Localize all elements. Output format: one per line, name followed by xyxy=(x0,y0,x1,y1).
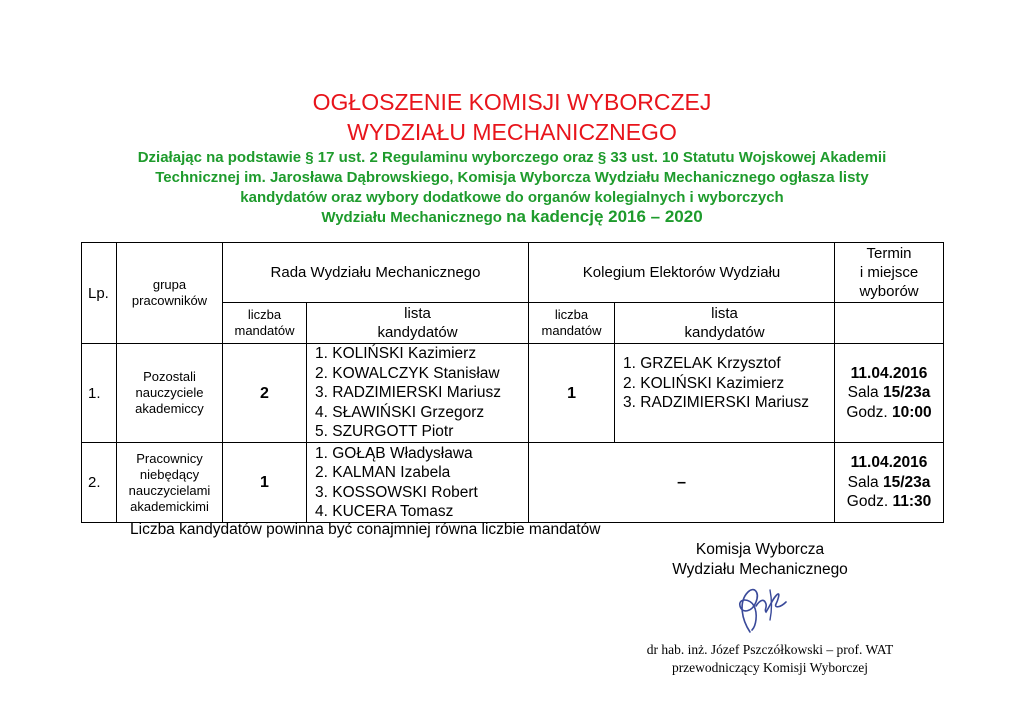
term-room: 15/23a xyxy=(882,384,931,402)
header-rada: Rada Wydziału Mechanicznego xyxy=(223,243,529,303)
term-date: 11.04.2016 xyxy=(850,364,928,382)
intro-line-3: kandydatów oraz wybory dodatkowe do organów kolegialnych i wyborczych xyxy=(240,189,784,206)
header-rada-seats: liczba mandatów xyxy=(223,303,307,344)
candidate: 4. KUCERA Tomasz xyxy=(315,503,454,520)
candidate: 4. SŁAWIŃSKI Grzegorz xyxy=(315,403,485,421)
row-kolegium-candidates xyxy=(615,344,835,443)
row-group: Pozostali nauczyciele akademiccy xyxy=(117,344,223,443)
header-term xyxy=(835,243,944,303)
row-term xyxy=(835,344,944,443)
candidate: 1. GOŁĄB Władysława xyxy=(315,444,473,462)
term-date: 11.04.2016 xyxy=(850,454,928,472)
header-list-line-1: lista xyxy=(404,305,431,322)
title-line-1: OGŁOSZENIE KOMISJI WYBORCZEJ xyxy=(312,89,712,115)
header-term-line-3: wyborów xyxy=(859,283,919,300)
header-list-line-1: lista xyxy=(711,305,738,322)
table-row xyxy=(82,344,944,443)
candidate: 3. KOSSOWSKI Robert xyxy=(315,483,478,501)
intro-line-1: Działając na podstawie § 17 ust. 2 Regulaminu wyborczego oraz § 33 ust. 10 Statutu Wojskowej Akademii xyxy=(137,149,887,166)
candidate: 3. RADZIMIERSKI Mariusz xyxy=(315,384,502,402)
candidate: 2. KOLIŃSKI Kazimierz xyxy=(623,374,785,392)
header-term-line-2: i miejsce xyxy=(859,264,919,281)
header-lp: Lp. xyxy=(82,243,117,344)
header-group: grupa pracowników xyxy=(117,243,223,344)
candidate: 5. SZURGOTT Piotr xyxy=(315,423,454,441)
header-kolegium: Kolegium Elektorów Wydziału xyxy=(529,243,835,303)
row-lp: 1. xyxy=(82,344,117,443)
row-kolegium-seats: 1 xyxy=(529,344,615,443)
candidates-table xyxy=(81,242,944,523)
candidate: 1. KOLIŃSKI Kazimierz xyxy=(315,345,477,363)
row-term xyxy=(835,443,944,523)
term-room: 15/23a xyxy=(882,473,931,491)
header-list-line-2: kandydatów xyxy=(377,324,458,341)
row-rada-candidates xyxy=(307,443,529,523)
note: Liczba kandydatów powinna być conajmniej równa liczbie mandatów xyxy=(130,521,601,538)
signature-icon xyxy=(720,580,790,636)
intro-line-4 xyxy=(60,207,964,228)
title-line-2: WYDZIAŁU MECHANICZNEGO xyxy=(347,119,677,145)
row-rada-seats: 2 xyxy=(223,344,307,443)
chair-name: dr hab. inż. Józef Pszczółkowski – prof. WAT xyxy=(646,642,894,657)
row-rada-seats: 1 xyxy=(223,443,307,523)
header-term-line-1: Termin xyxy=(866,245,912,262)
signoff-line-1: Komisja Wyborcza xyxy=(695,541,825,558)
header-term-empty xyxy=(835,303,944,344)
row-kolegium-dash: – xyxy=(529,443,835,523)
header-rada-list xyxy=(307,303,529,344)
term-time-label: Godz. xyxy=(846,493,889,511)
term-time: 10:00 xyxy=(892,403,932,421)
term-time-label: Godz. xyxy=(846,403,888,421)
header-kolegium-list xyxy=(615,303,835,344)
table-row xyxy=(82,443,944,523)
candidate: 3. RADZIMIERSKI Mariusz xyxy=(623,394,810,411)
header-list-line-2: kandydatów xyxy=(684,324,765,341)
chair-role: przewodniczący Komisji Wyborczej xyxy=(671,660,869,675)
candidate: 2. KALMAN Izabela xyxy=(315,464,451,481)
row-lp: 2. xyxy=(82,443,117,523)
term-room-label: Sala xyxy=(847,473,879,491)
candidate: 1. GRZELAK Krzysztof xyxy=(623,355,781,372)
term-time: 11:30 xyxy=(892,493,932,511)
intro-term: na kadencję 2016 – 2020 xyxy=(506,207,703,226)
intro-line-2: Technicznej im. Jarosława Dąbrowskiego, Komisja Wyborcza Wydziału Mechanicznego ogłasza listy xyxy=(155,169,869,186)
term-room-label: Sala xyxy=(847,384,879,402)
candidate: 2. KOWALCZYK Stanisław xyxy=(315,364,500,382)
header-kolegium-seats: liczba mandatów xyxy=(529,303,615,344)
row-group: Pracownicy niebędący nauczycielami akademickimi xyxy=(117,443,223,523)
row-rada-candidates xyxy=(307,344,529,443)
intro-faculty: Wydziału Mechanicznego xyxy=(321,209,502,226)
signoff-line-2: Wydziału Mechanicznego xyxy=(672,561,848,578)
